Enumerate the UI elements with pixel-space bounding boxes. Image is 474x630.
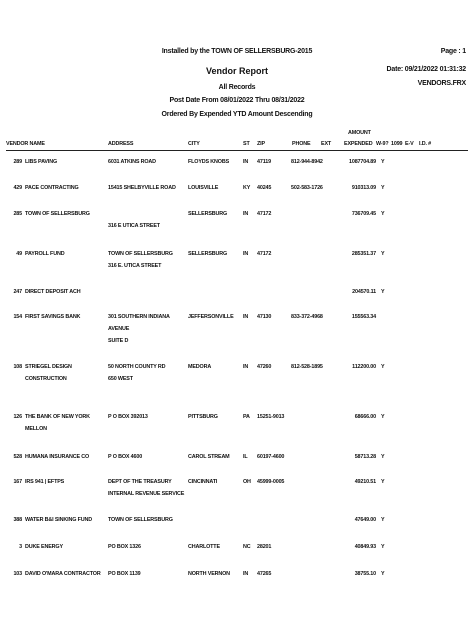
- vendor-number: 49: [16, 251, 22, 257]
- vendor-number: 126: [13, 414, 22, 420]
- w9-flag: Y: [381, 211, 385, 217]
- vendor-name: PAYROLL FUND: [25, 251, 65, 257]
- vendor-name: CONSTRUCTION: [25, 376, 67, 382]
- header-rule: [6, 150, 468, 151]
- col-w9: W-9?: [376, 141, 389, 147]
- vendor-state: IN: [243, 159, 249, 165]
- vendor-address: 50 NORTH COUNTY RD: [108, 364, 166, 370]
- vendor-address: 6031 ATKINS ROAD: [108, 159, 156, 165]
- vendor-name: FIRST SAVINGS BANK: [25, 314, 81, 320]
- vendor-phone: 502-583-1726: [291, 185, 323, 191]
- vendor-address: DEPT OF THE TREASURY: [108, 479, 172, 485]
- w9-flag: Y: [381, 289, 385, 295]
- amount-expended: 58713.28: [354, 454, 376, 460]
- w9-flag: Y: [381, 414, 385, 420]
- vendor-address: INTERNAL REVENUE SERVICE: [108, 491, 185, 497]
- vendor-number: 167: [13, 479, 22, 485]
- vendor-state: IN: [243, 571, 249, 577]
- vendor-name: WATER B&I SINKING FUND: [25, 517, 92, 523]
- vendor-name: IRS 941 | EFTPS: [25, 479, 65, 485]
- amount-expended: 38755.10: [354, 571, 376, 577]
- vendor-city: SELLERSBURG: [188, 211, 228, 217]
- vendor-address: 316 E. UTICA STREET: [108, 263, 162, 269]
- col-amount-expended: EXPENDED: [344, 141, 373, 147]
- vendor-zip: 47130: [257, 314, 272, 320]
- report-date: Date: 09/21/2022 01:31:32: [386, 66, 466, 73]
- installed-by-line: Installed by the TOWN OF SELLERSBURG-2015: [161, 48, 313, 55]
- report-scope: All Records: [218, 84, 256, 91]
- amount-expended: 112200.00: [352, 364, 376, 370]
- vendor-state: NC: [243, 544, 251, 550]
- vendor-number: 528: [13, 454, 22, 460]
- report-file: VENDORS.FRX: [417, 80, 466, 87]
- vendor-city: PITTSBURG: [188, 414, 218, 420]
- vendor-city: FLOYDS KNOBS: [188, 159, 230, 165]
- w9-flag: Y: [381, 571, 385, 577]
- vendor-city: MEDORA: [188, 364, 212, 370]
- amount-expended: 155563.34: [351, 314, 376, 320]
- vendor-address: TOWN OF SELLERSBURG: [108, 251, 173, 257]
- amount-expended: 68666.00: [354, 414, 376, 420]
- vendor-state: PA: [243, 414, 250, 420]
- vendor-zip: 60197-4600: [257, 454, 285, 460]
- vendor-address: P O BOX 392013: [108, 414, 148, 420]
- col-city: CITY: [188, 141, 200, 147]
- vendor-state: IN: [243, 314, 249, 320]
- vendor-address: 650 WEST: [108, 376, 133, 382]
- vendor-zip: 45999-0005: [257, 479, 285, 485]
- w9-flag: Y: [381, 364, 385, 370]
- vendor-city: NORTH VERNON: [188, 571, 230, 577]
- col-amount-top: AMOUNT: [348, 130, 371, 136]
- vendor-number: 3: [19, 544, 22, 550]
- w9-flag: Y: [381, 159, 385, 165]
- vendor-phone: 812-944-8942: [291, 159, 323, 165]
- vendor-address: 15415 SHELBYVILLE ROAD: [108, 185, 176, 191]
- col-address: ADDRESS: [108, 141, 134, 147]
- vendor-zip: 47260: [257, 364, 272, 370]
- vendor-name: THE BANK OF NEW YORK: [25, 414, 90, 420]
- col-ext: EXT: [321, 141, 332, 147]
- vendor-name: HUMANA INSURANCE CO: [25, 454, 90, 460]
- vendor-address: TOWN OF SELLERSBURG: [108, 517, 173, 523]
- vendor-state: OH: [243, 479, 251, 485]
- vendor-state: IN: [243, 251, 249, 257]
- col-zip: ZIP: [257, 141, 265, 147]
- vendor-city: CHARLOTTE: [188, 544, 220, 550]
- vendor-number: 108: [13, 364, 22, 370]
- vendor-number: 154: [13, 314, 22, 320]
- vendor-name: TOWN OF SELLERSBURG: [25, 211, 90, 217]
- vendor-number: 103: [13, 571, 22, 577]
- w9-flag: Y: [381, 517, 385, 523]
- page-number: Page : 1: [440, 48, 466, 55]
- amount-expended: 49210.51: [354, 479, 376, 485]
- vendor-address: PO BOX 1326: [108, 544, 141, 550]
- col-vendor-name: VENDOR NAME: [6, 141, 45, 147]
- col-id: I.D. #: [419, 141, 431, 147]
- w9-flag: Y: [381, 454, 385, 460]
- vendor-state: IL: [243, 454, 248, 460]
- vendor-address: 316 E UTICA STREET: [108, 223, 160, 229]
- vendor-city: SELLERSBURG: [188, 251, 228, 257]
- w9-flag: Y: [381, 479, 385, 485]
- vendor-number: 247: [13, 289, 22, 295]
- vendor-city: CINCINNATI: [188, 479, 218, 485]
- vendor-city: LOUISVILLE: [188, 185, 219, 191]
- vendor-number: 289: [13, 159, 22, 165]
- vendor-phone: 833-372-4968: [291, 314, 323, 320]
- vendor-name: DIRECT DEPOSIT ACH: [25, 289, 81, 295]
- vendor-zip: 28201: [257, 544, 272, 550]
- vendor-address: P O BOX 4600: [108, 454, 143, 460]
- amount-expended: 40849.93: [354, 544, 376, 550]
- vendor-state: KY: [243, 185, 251, 191]
- amount-expended: 204570.11: [352, 289, 376, 295]
- vendor-zip: 47119: [257, 159, 271, 165]
- date-range: Post Date From 08/01/2022 Thru 08/31/2022: [169, 97, 305, 104]
- vendor-city: CAROL STREAM: [188, 454, 230, 460]
- vendor-name: DUKE ENERGY: [25, 544, 63, 550]
- vendor-number: 388: [13, 517, 22, 523]
- vendor-name: LIBS PAVING: [25, 159, 57, 165]
- amount-expended: 910313.09: [351, 185, 376, 191]
- report-title: Vendor Report: [205, 66, 268, 76]
- vendor-phone: 812-528-1895: [291, 364, 323, 370]
- amount-expended: 736709.45: [351, 211, 376, 217]
- amount-expended: 285351.37: [351, 251, 376, 257]
- vendor-address: AVENUE: [108, 326, 130, 332]
- w9-flag: Y: [381, 185, 385, 191]
- col-1099: 1099: [391, 141, 403, 147]
- vendor-address: 301 SOUTHERN INDIANA: [108, 314, 170, 320]
- vendor-zip: 40245: [257, 185, 272, 191]
- w9-flag: Y: [381, 251, 385, 257]
- vendor-number: 285: [13, 211, 22, 217]
- vendor-name: MELLON: [25, 426, 47, 432]
- vendor-zip: 47172: [257, 211, 272, 217]
- vendor-zip: 47172: [257, 251, 272, 257]
- col-ev: E-V: [405, 141, 414, 147]
- vendor-zip: 47265: [257, 571, 272, 577]
- amount-expended: 47649.00: [354, 517, 376, 523]
- vendor-address: PO BOX 1139: [108, 571, 141, 577]
- amount-expended: 1087704.89: [349, 159, 376, 165]
- vendor-number: 429: [13, 185, 22, 191]
- vendor-zip: 15251-9013: [257, 414, 285, 420]
- col-st: ST: [243, 141, 250, 147]
- vendor-state: IN: [243, 211, 249, 217]
- vendor-address: SUITE D: [108, 338, 129, 344]
- vendor-state: IN: [243, 364, 249, 370]
- w9-flag: Y: [381, 544, 385, 550]
- vendor-name: PACE CONTRACTING: [25, 185, 79, 191]
- ordering: Ordered By Expended YTD Amount Descending: [161, 111, 313, 118]
- vendor-city: JEFFERSONVILLE: [188, 314, 234, 320]
- col-phone: PHONE: [292, 141, 311, 147]
- vendor-name: STRIEGEL DESIGN: [25, 364, 72, 370]
- vendor-name: DAVID O'MARA CONTRACTOR: [25, 571, 101, 577]
